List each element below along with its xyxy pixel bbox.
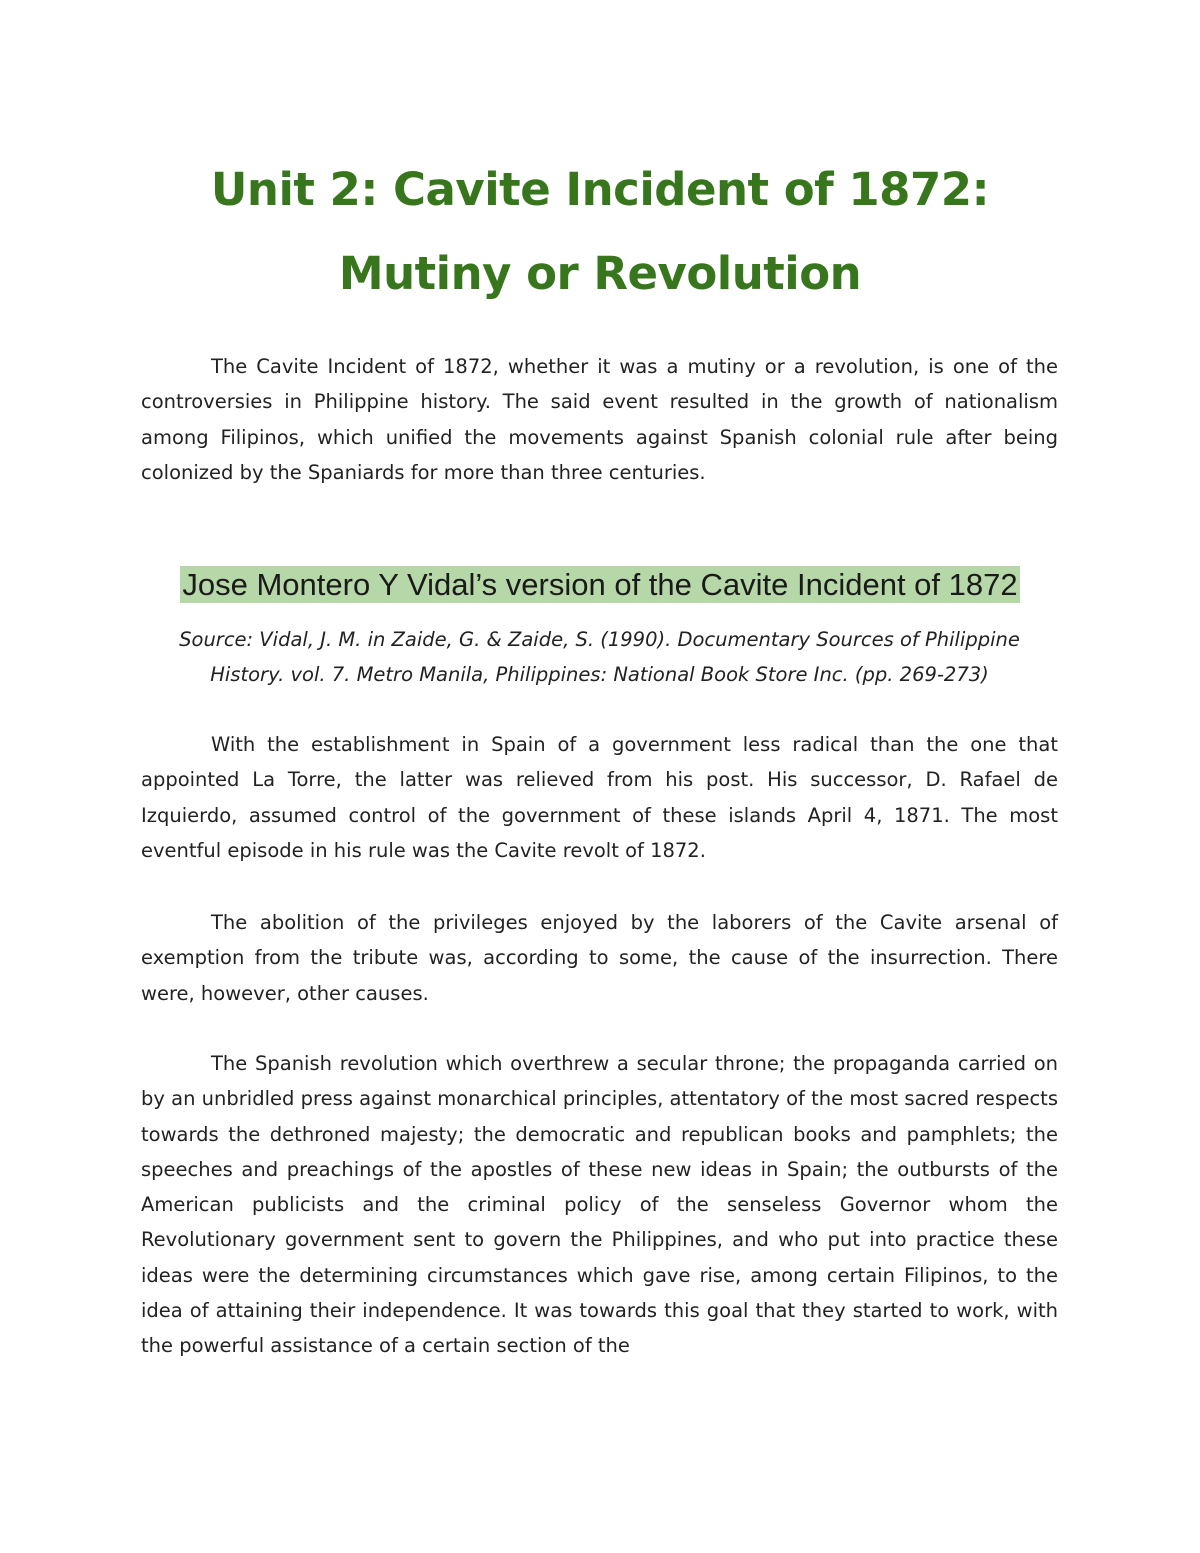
- page-title: [0, 148, 1200, 316]
- source-citation: Source: Vidal, J. M. in Zaide, G. & Zaide, S. (1990). Documentary Sources of Philippine History. vol. 7. Metro Manila, Philippines: National Book Store Inc. (pp. 269-273): [179, 628, 1020, 687]
- title-line-1: Unit 2: Cavite Incident of 1872:: [210, 163, 990, 216]
- title-line-2: Mutiny or Revolution: [338, 247, 862, 300]
- body-paragraph-2: The abolition of the privileges enjoyed by the laborers of the Cavite arsenal of exemption from the tribute was, according to some, the cause of the insurrection. There were, however, other causes.: [141, 911, 1058, 1005]
- section-heading: [0, 563, 1200, 607]
- section-heading-highlight: Jose Montero Y Vidal’s version of the Cavite Incident of 1872: [182, 567, 1018, 602]
- intro-paragraph: The Cavite Incident of 1872, whether it was a mutiny or a revolution, is one of the controversies in Philippine history. The said event resulted in the growth of nationalism among Filipinos, which unified the movements against Spanish colonial rule after being colonized by the Spaniards for more than three centuries.: [141, 355, 1058, 484]
- body-paragraph-3: The Spanish revolution which overthrew a secular throne; the propaganda carried on by an unbridled press against monarchical principles, attentatory of the most sacred respects towards the dethroned majesty; the democratic and republican books and pamphlets; the speeches and preachings of the apostles of these new ideas in Spain; the outbursts of the American publicists and the criminal policy of the senseless Governor whom the Revolutionary government sent to govern the Philippines, and who put into practice these ideas were the determining circumstances which gave rise, among certain Filipinos, to the idea of attaining their independence. It was towards this goal that they started to work, with the powerful assistance of a certain section of the: [141, 1052, 1058, 1358]
- body-paragraph-1: With the establishment in Spain of a government less radical than the one that appointed La Torre, the latter was relieved from his post. His successor, D. Rafael de Izquierdo, assumed control of the government of these islands April 4, 1871. The most eventful episode in his rule was the Cavite revolt of 1872.: [141, 733, 1058, 862]
